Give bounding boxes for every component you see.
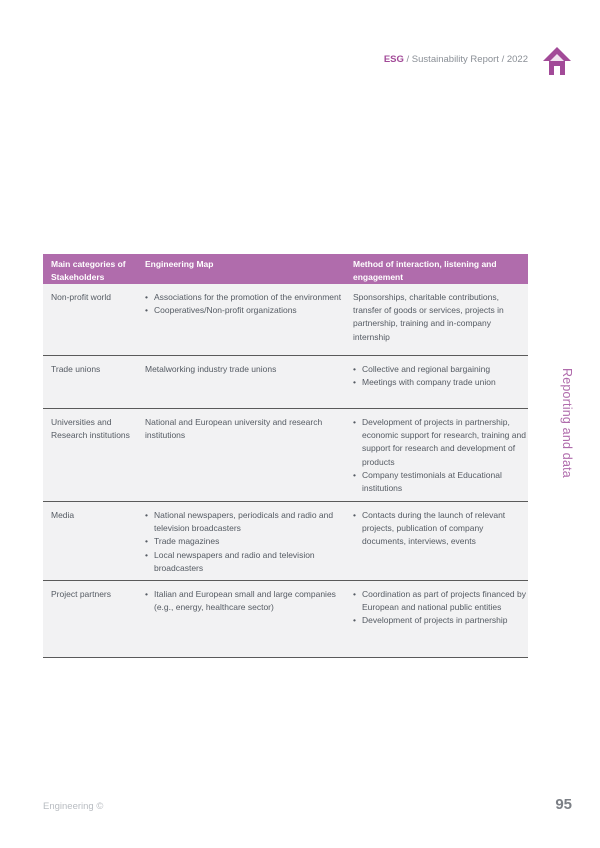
list-item: • Local newspapers and radio and television broadcasters: [145, 549, 345, 575]
row-category: Project partners: [51, 589, 111, 599]
list-item: • Development of projects in partnership, economic support for research, training and support for research and development of products: [353, 416, 528, 469]
row-map: National and European university and research institutions: [145, 417, 323, 441]
table-row: [43, 284, 528, 356]
row-category: Trade unions: [51, 364, 101, 374]
header-map: Engineering Map: [145, 259, 214, 269]
list-item: • Trade magazines: [145, 535, 345, 548]
list-item: • Collective and regional bargaining: [353, 363, 528, 376]
row-map: [137, 291, 345, 355]
row-category: Non-profit world: [51, 292, 111, 302]
row-map: Metalworking industry trade unions: [145, 364, 277, 374]
list-item: • Meetings with company trade union: [353, 376, 528, 389]
table-header: [43, 254, 528, 284]
report-header: [384, 54, 528, 65]
list-item: • Contacts during the launch of relevant projects, publication of company documents, interviews, events: [353, 509, 528, 549]
list-item: • Cooperatives/Non-profit organizations: [145, 304, 345, 317]
row-map: [137, 588, 345, 657]
list-item: • Italian and European small and large companies (e.g., energy, healthcare sector): [145, 588, 345, 614]
header-method: Method of interaction, listening and engagement: [353, 259, 497, 282]
side-section-title: Reporting and data: [560, 368, 574, 478]
header-category: Main categories of Stakeholders: [51, 259, 126, 282]
table-row: [43, 581, 528, 658]
row-method: [345, 509, 528, 580]
footer-company: Engineering ©: [43, 801, 104, 812]
stakeholder-table: [43, 254, 528, 658]
list-item: • National newspapers, periodicals and radio and television broadcasters: [145, 509, 345, 535]
list-item: • Coordination as part of projects financed by European and national public entities: [353, 588, 528, 614]
row-category: Universities and Research institutions: [51, 417, 130, 441]
row-method: [345, 588, 528, 657]
row-category: Media: [51, 510, 75, 520]
table-row: [43, 356, 528, 409]
list-item: • Associations for the promotion of the environment: [145, 291, 345, 304]
table-row: [43, 409, 528, 502]
row-map: [137, 509, 345, 580]
row-method: [345, 416, 528, 501]
page-number: 95: [555, 796, 572, 813]
row-method: [345, 363, 528, 408]
row-method: Sponsorships, charitable contributions, transfer of goods or services, projects in partnership, training and in-company internship: [353, 292, 504, 342]
header-esg: ESG: [383, 54, 404, 65]
header-title: / Sustainability Report / 2022: [406, 54, 528, 65]
table-row: [43, 502, 528, 581]
company-logo-icon: [542, 46, 572, 76]
list-item: • Development of projects in partnership: [353, 614, 528, 627]
list-item: • Company testimonials at Educational institutions: [353, 469, 528, 495]
